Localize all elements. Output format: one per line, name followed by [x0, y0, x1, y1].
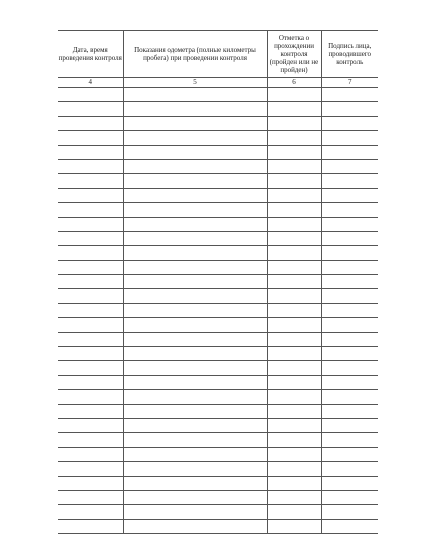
header-signature: Подпись лица, проводившего контроль [321, 31, 378, 78]
cell-control-mark[interactable] [267, 332, 321, 346]
cell-control-mark[interactable] [267, 347, 321, 361]
cell-control-mark[interactable] [267, 490, 321, 504]
cell-signature[interactable] [321, 433, 378, 447]
table-row [58, 260, 378, 274]
cell-date-time[interactable] [58, 505, 123, 519]
table-row [58, 476, 378, 490]
table-row [58, 102, 378, 116]
cell-signature[interactable] [321, 519, 378, 533]
column-number-5: 5 [123, 78, 267, 88]
table-row [58, 404, 378, 418]
table-row [58, 217, 378, 231]
cell-date-time[interactable] [58, 102, 123, 116]
table-body [58, 88, 378, 534]
cell-signature[interactable] [321, 347, 378, 361]
cell-control-mark[interactable] [267, 145, 321, 159]
cell-odometer[interactable] [123, 433, 267, 447]
cell-odometer[interactable] [123, 404, 267, 418]
cell-odometer[interactable] [123, 303, 267, 317]
cell-control-mark[interactable] [267, 375, 321, 389]
cell-date-time[interactable] [58, 404, 123, 418]
table-row [58, 289, 378, 303]
cell-control-mark[interactable] [267, 246, 321, 260]
table-row [58, 447, 378, 461]
table-row [58, 188, 378, 202]
cell-control-mark[interactable] [267, 505, 321, 519]
cell-odometer[interactable] [123, 318, 267, 332]
cell-signature[interactable] [321, 131, 378, 145]
cell-odometer[interactable] [123, 519, 267, 533]
cell-control-mark[interactable] [267, 318, 321, 332]
cell-odometer[interactable] [123, 505, 267, 519]
cell-signature[interactable] [321, 275, 378, 289]
cell-signature[interactable] [321, 505, 378, 519]
cell-date-time[interactable] [58, 447, 123, 461]
cell-control-mark[interactable] [267, 275, 321, 289]
cell-control-mark[interactable] [267, 174, 321, 188]
cell-odometer[interactable] [123, 231, 267, 245]
table-row [58, 174, 378, 188]
table-row [58, 361, 378, 375]
cell-date-time[interactable] [58, 260, 123, 274]
cell-control-mark[interactable] [267, 217, 321, 231]
table-row [58, 490, 378, 504]
table-row [58, 303, 378, 317]
cell-date-time[interactable] [58, 519, 123, 533]
cell-signature[interactable] [321, 332, 378, 346]
cell-signature[interactable] [321, 159, 378, 173]
cell-control-mark[interactable] [267, 260, 321, 274]
table-row [58, 131, 378, 145]
cell-control-mark[interactable] [267, 88, 321, 102]
table-row [58, 390, 378, 404]
cell-date-time[interactable] [58, 390, 123, 404]
cell-date-time[interactable] [58, 174, 123, 188]
cell-signature[interactable] [321, 289, 378, 303]
table-row [58, 318, 378, 332]
cell-odometer[interactable] [123, 390, 267, 404]
cell-signature[interactable] [321, 145, 378, 159]
cell-date-time[interactable] [58, 231, 123, 245]
table-row [58, 505, 378, 519]
cell-odometer[interactable] [123, 418, 267, 432]
column-number-7: 7 [321, 78, 378, 88]
cell-signature[interactable] [321, 361, 378, 375]
cell-control-mark[interactable] [267, 519, 321, 533]
cell-control-mark[interactable] [267, 390, 321, 404]
cell-control-mark[interactable] [267, 131, 321, 145]
cell-odometer[interactable] [123, 361, 267, 375]
cell-control-mark[interactable] [267, 462, 321, 476]
cell-signature[interactable] [321, 203, 378, 217]
cell-control-mark[interactable] [267, 159, 321, 173]
cell-date-time[interactable] [58, 433, 123, 447]
cell-control-mark[interactable] [267, 231, 321, 245]
cell-odometer[interactable] [123, 116, 267, 130]
cell-date-time[interactable] [58, 490, 123, 504]
cell-control-mark[interactable] [267, 361, 321, 375]
cell-signature[interactable] [321, 462, 378, 476]
cell-odometer[interactable] [123, 102, 267, 116]
cell-signature[interactable] [321, 318, 378, 332]
cell-odometer[interactable] [123, 159, 267, 173]
table-row [58, 203, 378, 217]
cell-control-mark[interactable] [267, 476, 321, 490]
cell-signature[interactable] [321, 246, 378, 260]
table-row [58, 519, 378, 533]
cell-signature[interactable] [321, 375, 378, 389]
cell-date-time[interactable] [58, 131, 123, 145]
table-row [58, 347, 378, 361]
cell-control-mark[interactable] [267, 447, 321, 461]
header-date-time: Дата, время проведения контроля [58, 31, 123, 78]
cell-date-time[interactable] [58, 203, 123, 217]
table-row [58, 375, 378, 389]
cell-date-time[interactable] [58, 275, 123, 289]
cell-odometer[interactable] [123, 260, 267, 274]
cell-date-time[interactable] [58, 116, 123, 130]
cell-signature[interactable] [321, 260, 378, 274]
cell-date-time[interactable] [58, 347, 123, 361]
cell-date-time[interactable] [58, 188, 123, 202]
cell-odometer[interactable] [123, 88, 267, 102]
cell-signature[interactable] [321, 404, 378, 418]
table-row [58, 418, 378, 432]
cell-control-mark[interactable] [267, 289, 321, 303]
cell-date-time[interactable] [58, 332, 123, 346]
table-header-row [58, 31, 378, 78]
cell-date-time[interactable] [58, 462, 123, 476]
column-number-row [58, 78, 378, 88]
cell-date-time[interactable] [58, 246, 123, 260]
cell-odometer[interactable] [123, 289, 267, 303]
table-row [58, 246, 378, 260]
cell-odometer[interactable] [123, 203, 267, 217]
cell-odometer[interactable] [123, 375, 267, 389]
cell-signature[interactable] [321, 418, 378, 432]
table-row [58, 332, 378, 346]
cell-odometer[interactable] [123, 462, 267, 476]
cell-signature[interactable] [321, 116, 378, 130]
cell-date-time[interactable] [58, 217, 123, 231]
header-odometer-reading: Показания одометра (полные километры пробега) при проведении контроля [123, 31, 267, 78]
table-row [58, 433, 378, 447]
cell-date-time[interactable] [58, 159, 123, 173]
cell-control-mark[interactable] [267, 433, 321, 447]
cell-odometer[interactable] [123, 347, 267, 361]
cell-date-time[interactable] [58, 375, 123, 389]
cell-date-time[interactable] [58, 145, 123, 159]
cell-control-mark[interactable] [267, 203, 321, 217]
cell-odometer[interactable] [123, 188, 267, 202]
table-row [58, 159, 378, 173]
cell-signature[interactable] [321, 174, 378, 188]
cell-date-time[interactable] [58, 361, 123, 375]
column-number-6: 6 [267, 78, 321, 88]
column-number-4: 4 [58, 78, 123, 88]
cell-odometer[interactable] [123, 174, 267, 188]
cell-odometer[interactable] [123, 332, 267, 346]
cell-control-mark[interactable] [267, 404, 321, 418]
cell-signature[interactable] [321, 490, 378, 504]
cell-odometer[interactable] [123, 275, 267, 289]
cell-signature[interactable] [321, 188, 378, 202]
cell-signature[interactable] [321, 88, 378, 102]
table-row [58, 116, 378, 130]
table-row [58, 231, 378, 245]
cell-odometer[interactable] [123, 246, 267, 260]
cell-signature[interactable] [321, 447, 378, 461]
table-row [58, 145, 378, 159]
cell-odometer[interactable] [123, 447, 267, 461]
cell-control-mark[interactable] [267, 116, 321, 130]
cell-control-mark[interactable] [267, 102, 321, 116]
cell-control-mark[interactable] [267, 418, 321, 432]
cell-date-time[interactable] [58, 418, 123, 432]
cell-control-mark[interactable] [267, 303, 321, 317]
cell-odometer[interactable] [123, 131, 267, 145]
cell-signature[interactable] [321, 476, 378, 490]
cell-date-time[interactable] [58, 289, 123, 303]
control-log-table [58, 30, 378, 534]
cell-signature[interactable] [321, 390, 378, 404]
cell-date-time[interactable] [58, 476, 123, 490]
cell-control-mark[interactable] [267, 188, 321, 202]
header-control-mark: Отметка о прохождении контроля (пройден или не пройден) [267, 31, 321, 78]
cell-odometer[interactable] [123, 490, 267, 504]
cell-signature[interactable] [321, 102, 378, 116]
cell-date-time[interactable] [58, 303, 123, 317]
cell-signature[interactable] [321, 217, 378, 231]
cell-odometer[interactable] [123, 476, 267, 490]
table-row [58, 275, 378, 289]
cell-odometer[interactable] [123, 217, 267, 231]
cell-signature[interactable] [321, 303, 378, 317]
cell-date-time[interactable] [58, 88, 123, 102]
table-row [58, 88, 378, 102]
cell-signature[interactable] [321, 231, 378, 245]
cell-date-time[interactable] [58, 318, 123, 332]
cell-odometer[interactable] [123, 145, 267, 159]
table-row [58, 462, 378, 476]
